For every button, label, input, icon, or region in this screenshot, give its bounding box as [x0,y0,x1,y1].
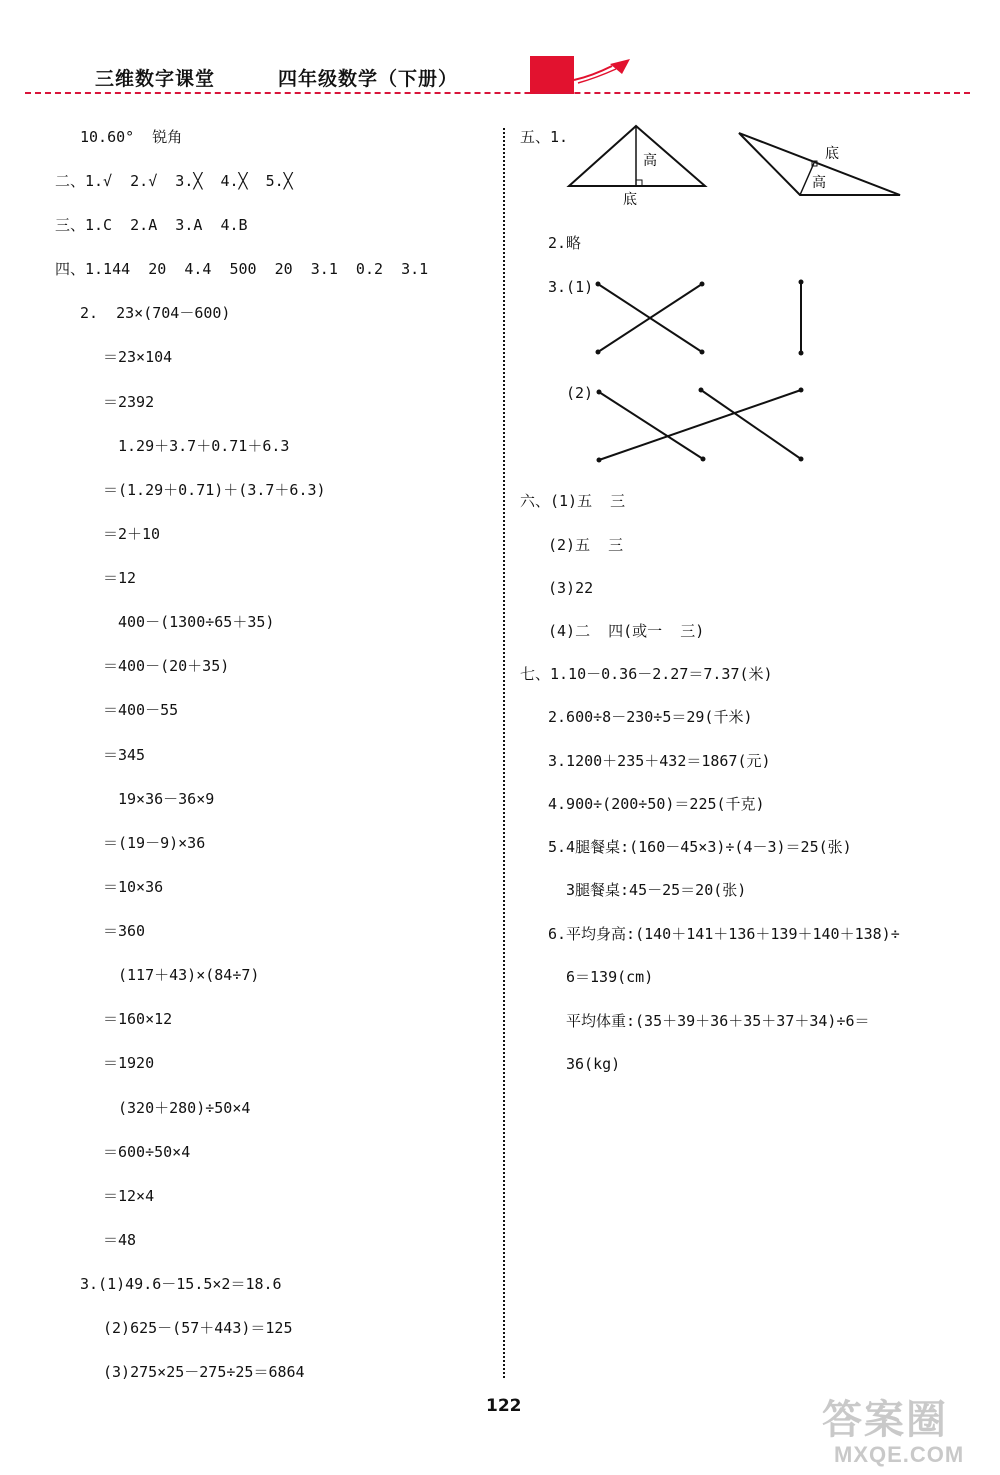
answer-line: 2. 23×(704－600) [80,304,231,322]
answer-line: 3.1200＋235＋432＝1867(元) [548,752,771,770]
base-label: 底 [623,192,637,208]
answer-line: ＝(19－9)×36 [103,834,206,852]
answer-line: ＝48 [103,1231,137,1249]
answer-line: ＝600÷50×4 [103,1143,191,1161]
answer-line: (4)二 四(或一 三) [548,622,705,640]
answer-line: ＝160×12 [103,1010,173,1028]
answer-line: ＝2392 [103,393,155,411]
header-red-block [530,56,574,94]
height-label: 高 [812,175,826,191]
answer-line: 2.略 [548,234,582,252]
answer-line: 四、1.144 20 4.4 500 20 3.1 0.2 3.1 [55,260,429,278]
book-title: 三维数字课堂 [95,68,216,90]
triangle-figure-1 [565,120,715,210]
answer-line: ＝10×36 [103,878,164,896]
answer-line: 平均体重:(35＋39＋36＋35＋37＋34)÷6＝ [566,1012,870,1030]
answer-line: 6.平均身高:(140＋141＋136＋139＋140＋138)÷ [548,925,900,943]
answer-line: ＝12×4 [103,1187,155,1205]
answer-line: 10.60° 锐角 [80,128,183,146]
base-label: 底 [825,146,839,162]
answer-line: 6＝139(cm) [566,968,654,986]
subject-title: 四年级数学（下册） [278,68,459,90]
header-divider [25,92,970,94]
answer-line: 3.(1) [548,278,594,296]
answer-line: 1.29＋3.7＋0.71＋6.3 [118,437,290,455]
watermark-logo: 答案圈 [822,1397,948,1443]
section-label: 五、1. [520,128,569,146]
answer-line: 三、1.C 2.A 3.A 4.B [55,216,248,234]
answer-line: 二、1.√ 2.√ 3.╳ 4.╳ 5.╳ [55,172,293,190]
page-number: 122 [486,1396,522,1416]
height-label: 高 [643,153,657,169]
answer-line: ＝400－55 [103,701,179,719]
answer-line: 4.900÷(200÷50)＝225(千克) [548,795,765,813]
answer-line: (2)五 三 [548,536,624,554]
answer-line: ＝(1.29＋0.71)＋(3.7＋6.3) [103,481,326,499]
answer-line: ＝2＋10 [103,525,161,543]
rocket-icon [572,56,634,86]
answer-line: (320＋280)÷50×4 [118,1099,251,1117]
answer-line: 七、1.10－0.36－2.27＝7.37(米) [520,665,773,683]
answer-line: 5.4腿餐桌:(160－45×3)÷(4－3)＝25(张) [548,838,852,856]
answer-line: (117＋43)×(84÷7) [118,966,260,984]
answer-line: 400－(1300÷65＋35) [118,613,275,631]
answer-line: ＝12 [103,569,137,587]
answer-line: (3)22 [548,579,594,597]
answer-line: 六、(1)五 三 [520,492,626,510]
answer-line: 3.(1)49.6－15.5×2＝18.6 [80,1275,282,1293]
line-figure-1 [590,276,820,366]
answer-line: ＝23×104 [103,348,173,366]
answer-line: 3腿餐桌:45－25＝20(张) [566,881,747,899]
answer-line: ＝400－(20＋35) [103,657,230,675]
answer-line: ＝1920 [103,1054,155,1072]
answer-line: (2)625－(57＋443)＝125 [103,1319,293,1337]
answer-line: 2.600÷8－230÷5＝29(千米) [548,708,753,726]
answer-line: 19×36－36×9 [118,790,215,808]
answer-line: ＝345 [103,746,146,764]
answer-line: (2) [566,384,594,402]
column-divider [503,128,505,1378]
answer-line: (3)275×25－275÷25＝6864 [103,1363,305,1381]
answer-line: 36(kg) [566,1055,621,1073]
watermark-url: MXQE.COM [834,1442,965,1467]
triangle-figure-2 [735,125,910,210]
answer-line: ＝360 [103,922,146,940]
line-figure-2 [590,382,820,472]
